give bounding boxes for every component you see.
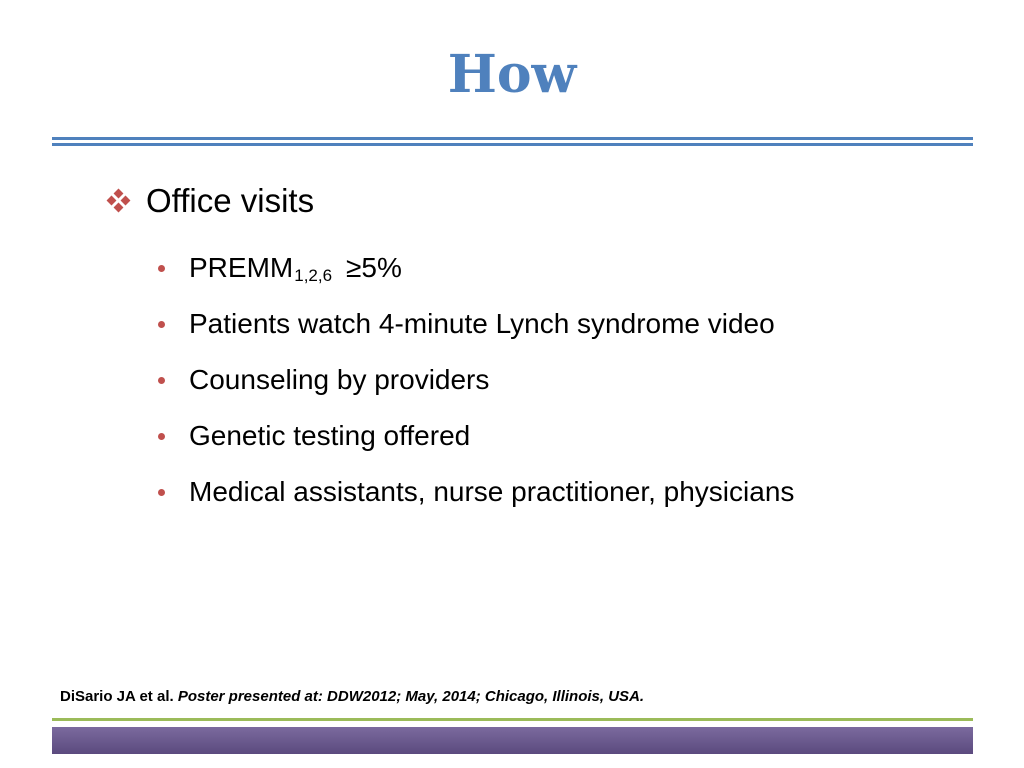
dot-bullet-icon xyxy=(158,377,165,384)
sub-bullet-text: Genetic testing offered xyxy=(189,420,471,451)
slide-title: How xyxy=(447,44,577,105)
sub-bullet-testing xyxy=(158,408,794,464)
dot-bullet-icon xyxy=(158,489,165,496)
title-rule-top xyxy=(52,137,973,140)
premm-label: PREMM xyxy=(189,252,294,283)
footer-green-rule xyxy=(52,718,973,721)
sub-bullet-text: Medical assistants, nurse practitioner, physicians xyxy=(189,476,795,507)
sub-bullet-text: Counseling by providers xyxy=(189,364,490,395)
sub-bullet-premm xyxy=(158,240,794,296)
dot-bullet-icon xyxy=(158,321,165,328)
footer-purple-bar xyxy=(52,727,973,754)
title-rule-bottom xyxy=(52,143,973,146)
sub-bullet-list xyxy=(158,240,794,520)
sub-bullet-video xyxy=(158,296,794,352)
main-bullet-item xyxy=(108,180,314,222)
citation-authors: DiSario JA et al. xyxy=(60,688,174,705)
sub-bullet-text: Patients watch 4-minute Lynch syndrome video xyxy=(189,308,775,339)
sub-bullet-counseling xyxy=(158,352,794,408)
diamond-cluster-icon xyxy=(108,190,130,212)
dot-bullet-icon xyxy=(158,265,165,272)
premm-threshold: ≥5% xyxy=(346,252,402,283)
citation-source: Poster presented at: DDW2012; May, 2014; Chicago, Illinois, USA. xyxy=(177,688,645,705)
premm-subscript: 1,2,6 xyxy=(294,266,333,285)
citation xyxy=(60,688,644,705)
main-bullet-text: Office visits xyxy=(146,182,315,219)
sub-bullet-staff xyxy=(158,464,794,520)
dot-bullet-icon xyxy=(158,433,165,440)
